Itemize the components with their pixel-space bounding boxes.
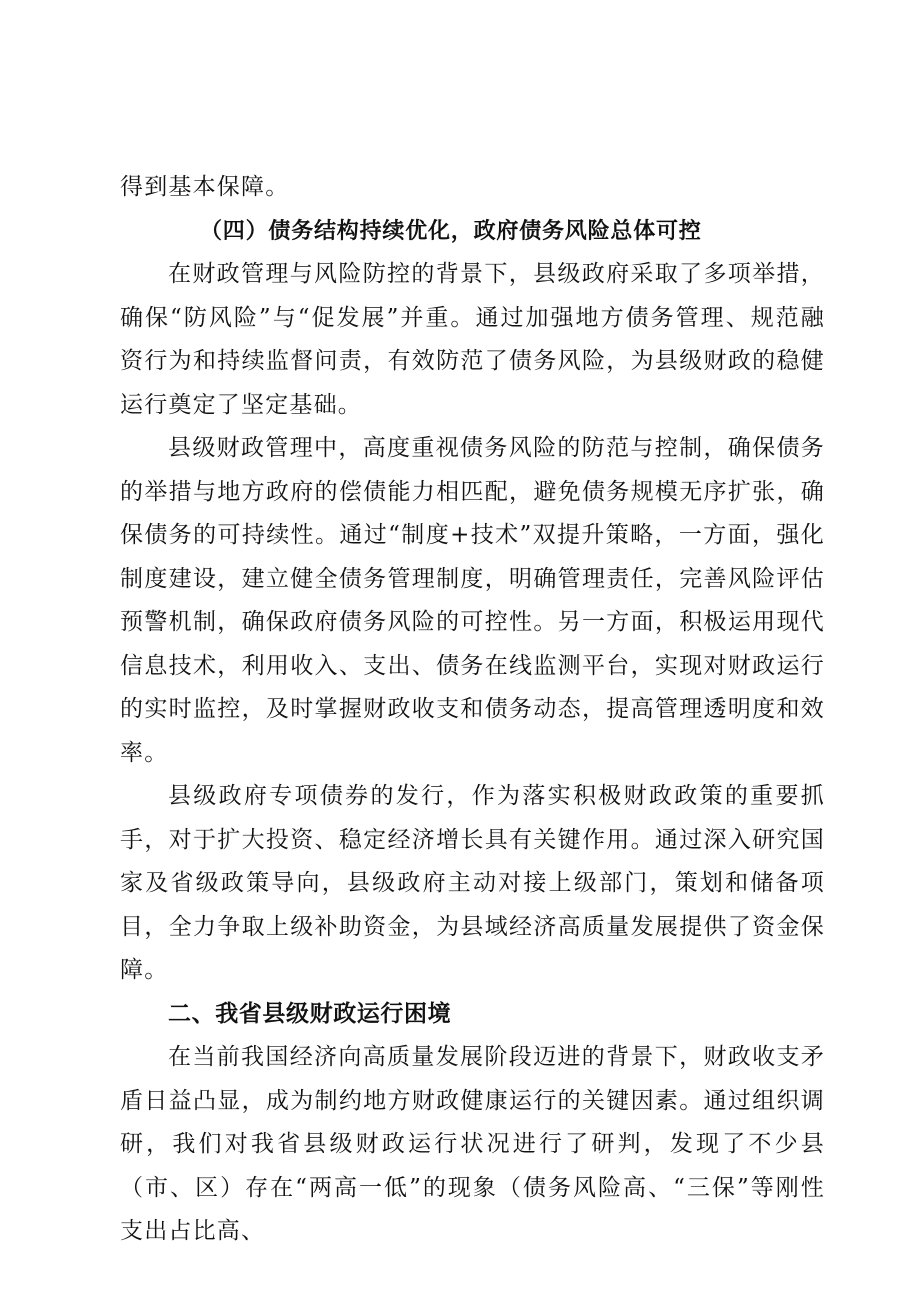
paragraph-fiscal-contradiction: 在当前我国经济向高质量发展阶段迈进的背景下，财政收支矛盾日益凸显，成为制约地方财政健康运行的关键因素。通过组织调研，我们对我省县级财政运行状况进行了研判，发现了不少县（市、区）存在“两高一低”的现象（债务风险高、“三保”等刚性支出占比高、 <box>120 1044 825 1244</box>
paragraph-debt-management: 县级财政管理中，高度重视债务风险的防范与控制，确保债务的举措与地方政府的偿债能力相匹配，避免债务规模无序扩张，确保债务的可持续性。通过“制度+技术”双提升策略，一方面，强化制度建设，建立健全债务管理制度，明确管理责任，完善风险评估预警机制，确保政府债务风险的可控性。另一方面，积极运用现代信息技术，利用收入、支出、债务在线监测平台，实现对财政运行的实时监控，及时掌握财政收支和债务动态，提高管理透明度和效率。 <box>120 435 825 766</box>
paragraph-special-bonds: 县级政府专项债券的发行，作为落实积极财政政策的重要抓手，对于扩大投资、稳定经济增长具有关键作用。通过深入研究国家及省级政策导向，县级政府主动对接上级部门，策划和储备项目，全力争取上级补助资金，为县域经济高质量发展提供了资金保障。 <box>120 783 825 983</box>
section-heading-difficulties: 二、我省县级财政运行困境 <box>168 1000 452 1027</box>
document-body <box>120 166 825 1254</box>
paragraph-risk-control: 在财政管理与风险防控的背景下，县级政府采取了多项举措，确保“防风险”与“促发展”并重。通过加强地方债务管理、规范融资行为和持续监督问责，有效防范了债务风险，为县级财政的稳健运行奠定了坚定基础。 <box>120 261 825 418</box>
continuation-text: 得到基本保障。 <box>120 174 290 200</box>
subheading-debt-structure: （四）债务结构持续优化，政府债务风险总体可控 <box>200 218 702 244</box>
